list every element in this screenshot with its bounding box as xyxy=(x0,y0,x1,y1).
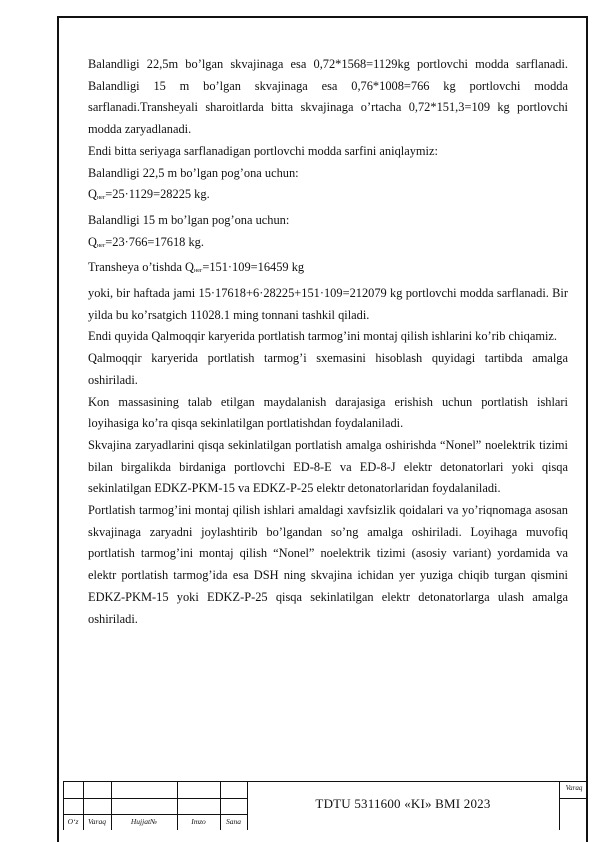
stamp-caption-varaq: Varaq xyxy=(88,817,106,826)
paragraph-1: Balandligi 22,5m bo’lgan skvajinaga esa 0,72*1568=1129kg portlovchi modda sarflanadi. Balandligi 15 m bo’lgan skvajinaga esa 0,76*1008=766 kg portlovchi modda sarflanadi.Transheyali sharoitlarda bitta skvajinaga o’rtacha 0,72*151,3=109 kg portlovchi modda zaryadlanadi. xyxy=(88,57,568,137)
paragraph-kon: Kon massasining talab etilgan maydalanish darajasiga erishish uchun portlatish ishlari loyihasiga ko’ra qisqa sekinlatilgan portlatishdan foydalaniladi. xyxy=(88,394,568,431)
document-body xyxy=(88,54,568,630)
stamp-row-line xyxy=(63,798,247,799)
formula-15m xyxy=(88,232,568,258)
page-border-right xyxy=(586,16,588,842)
formula-sub: нег xyxy=(194,268,203,275)
stamp-varaq-label: Varaq xyxy=(565,784,583,792)
paragraph-weekly: yoki, bir haftada jami 15·17618+6·28225+151·109=212079 kg portlovchi modda sarflanadi. Bir yilda bu ko’rsatgich 11028.1 ming tonnani tashkil qiladi. xyxy=(88,286,568,322)
paragraph-montaj: Endi quyida Qalmoqqir karyerida portlatish tarmog’ini montaj qilish ishlarini ko’rib chiqamiz. xyxy=(88,329,558,344)
formula-q: Transheya o’tishda Q xyxy=(88,260,195,275)
stamp-row-line xyxy=(63,814,247,815)
line-15m: Balandligi 15 m bo’lgan pog’ona uchun: xyxy=(88,212,290,227)
stamp-row-line xyxy=(559,798,588,799)
formula-transheya xyxy=(88,257,568,283)
page-border-left xyxy=(57,16,59,842)
paragraph-skvajina: Skvajina zaryadlarini qisqa sekinlatilgan portlatish amalga oshirishda “Nonel” noelektrik tizimi bilan birgalikda birdaniga portlovchi ED-8-E va ED-8-J elektr detonatorlari yoki qisqa sekinlatilgan EDKZ-PKM-15 va EDKZ-P-25 elektr detonatorlaridan foydalaniladi. xyxy=(88,437,568,496)
formula-q: Q xyxy=(88,234,97,249)
formula-22m xyxy=(88,184,568,210)
paragraph-2: Endi bitta seriyaga sarflanadigan portlovchi modda sarfini aniqlaymiz: xyxy=(88,143,438,158)
paragraph-3: Balandligi 22,5 m bo’lgan pog’ona uchun: xyxy=(88,165,299,180)
stamp-caption-imzo: Imzo xyxy=(191,817,206,826)
page-border-top xyxy=(57,16,588,18)
formula-q: Q xyxy=(88,187,97,202)
paragraph-sxema: Qalmoqqir karyerida portlatish tarmog’i sxemasini hisoblash quyidagi tartibda amalga oshiriladi. xyxy=(88,351,568,387)
formula-value: =25·1129=28225 kg. xyxy=(105,187,210,202)
formula-sub: нег xyxy=(96,195,106,202)
formula-sub: нег xyxy=(96,242,106,249)
stamp-caption-hujjat: Hujjat№ xyxy=(130,817,158,826)
document-code-title: TDTU 5311600 «KI» BMI 2023 xyxy=(315,796,491,811)
formula-value: =23·766=17618 kg. xyxy=(105,234,204,249)
stamp-caption-sana: Sana xyxy=(226,817,241,826)
formula-value: =151·109=16459 kg xyxy=(202,260,305,275)
stamp-caption-oz: O‘z xyxy=(67,817,79,826)
title-block-stamp xyxy=(63,781,588,830)
paragraph-portlatish: Portlatish tarmog’ini montaj qilish ishlari amaldagi xavfsizlik qoidalari va yo’riqnomaga asosan skvajinaga zaryadni joylashtirib bo’lgandan so’ng amalga oshiriladi. Loyihaga muvofiq portlatish tarmog’ini montaj qilish “Nonel” noelektrik tizimi (asosiy variant) yordamida va elektr portlatish tarmog’ida esa DSH ning skvajina ichidan yer yuziga chiqib turgan qismini EDKZ-PKM-15 yoki EDKZ-P-25 qisqa sekinlatilgan elektr detonatorlarga ulash amalga oshiriladi. xyxy=(88,503,568,626)
